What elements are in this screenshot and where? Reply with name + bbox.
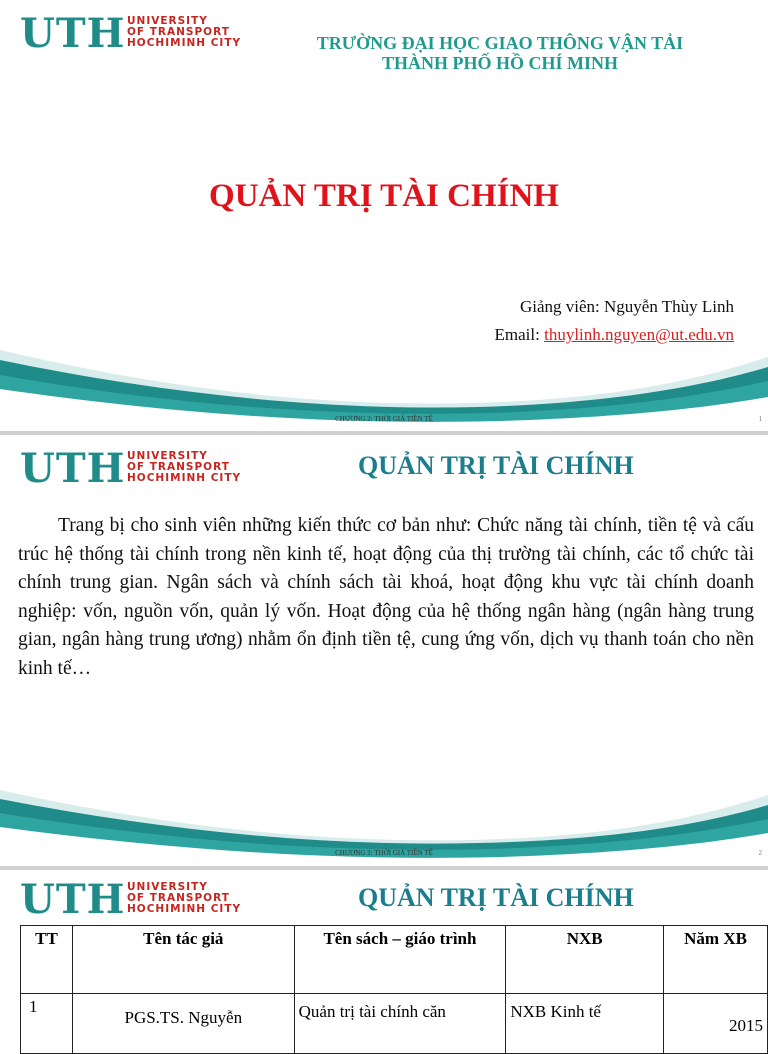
logo-mark: UTH xyxy=(20,445,126,492)
logo-text xyxy=(127,451,241,484)
reference-books-table xyxy=(20,925,768,1054)
slide-footer: CHƯƠNG 2: THỜI GIÁ TIỀN TỆ xyxy=(335,415,433,423)
logo-line: OF TRANSPORT xyxy=(127,461,230,473)
lecturer-name: Giảng viên: Nguyễn Thùy Linh xyxy=(519,297,734,316)
email-link[interactable]: thuylinh.nguyen@ut.edu.vn xyxy=(544,325,734,344)
table-row xyxy=(21,994,768,1054)
column-header: Tên tác giả xyxy=(72,926,294,994)
table-header-row xyxy=(21,926,768,994)
logo-text xyxy=(127,16,241,49)
slide-footer: CHƯƠNG 2: THỜI GIÁ TIỀN TỆ xyxy=(335,849,433,857)
table-cell: Quản trị tài chính căn xyxy=(294,994,506,1054)
table-cell: 2015 xyxy=(664,994,768,1054)
uth-logo xyxy=(20,445,250,492)
logo-line: HOCHIMINH CITY xyxy=(127,37,242,49)
logo-line: OF TRANSPORT xyxy=(127,26,230,38)
column-header: Năm XB xyxy=(664,926,768,994)
logo-line: UNIVERSITY xyxy=(127,881,208,893)
column-header: NXB xyxy=(506,926,664,994)
logo-mark: UTH xyxy=(20,876,126,923)
logo-line: OF TRANSPORT xyxy=(127,892,230,904)
slide-number: 1 xyxy=(758,415,762,423)
table-cell: 1 xyxy=(21,994,73,1054)
column-header: Tên sách – giáo trình xyxy=(294,926,506,994)
logo-text xyxy=(127,882,241,915)
logo-mark: UTH xyxy=(20,10,126,57)
email-label: Email: xyxy=(494,325,545,344)
logo-line: UNIVERSITY xyxy=(127,15,208,27)
logo-line: HOCHIMINH CITY xyxy=(127,472,242,484)
slide-title: QUẢN TRỊ TÀI CHÍNH xyxy=(358,883,634,912)
uth-logo xyxy=(20,10,250,57)
school-name-line-1: TRƯỜNG ĐẠI HỌC GIAO THÔNG VẬN TẢI xyxy=(316,33,684,53)
logo-line: UNIVERSITY xyxy=(127,450,208,462)
slide-3 xyxy=(0,870,768,1035)
slide-number: 2 xyxy=(758,849,762,857)
slide-1 xyxy=(0,0,768,431)
course-description: Trang bị cho sinh viên những kiến thức cơ bản như: Chức năng tài chính, tiền tệ và cấu trúc hệ thống tài chính trong nền kinh tế, hoạt động của thị trường tài chính, các tổ chức tài chính trung gian. Ngân sách và chính sách tài khoá, hoạt động khu vực tài chính doanh nghiệp: vốn, nguồn vốn, quản lý vốn. Hoạt động của hệ thống ngân hàng (ngân hàng trung gian, ngân hàng trung ương) nhằm ổn định tiền tệ, cung ứng vốn, dịch vụ thanh toán cho nền kinh tế… xyxy=(18,515,754,679)
table-cell: PGS.TS. Nguyễn xyxy=(72,994,294,1054)
table-cell: NXB Kinh tế xyxy=(506,994,664,1054)
column-header: TT xyxy=(21,926,73,994)
lecturer-email xyxy=(495,325,734,345)
school-name-line-2: THÀNH PHỐ HỒ CHÍ MINH xyxy=(381,53,618,73)
slide-2 xyxy=(0,435,768,866)
course-title: QUẢN TRỊ TÀI CHÍNH xyxy=(209,178,559,214)
logo-line: HOCHIMINH CITY xyxy=(127,903,242,915)
slide-title: QUẢN TRỊ TÀI CHÍNH xyxy=(358,451,634,480)
uth-logo xyxy=(20,876,250,923)
